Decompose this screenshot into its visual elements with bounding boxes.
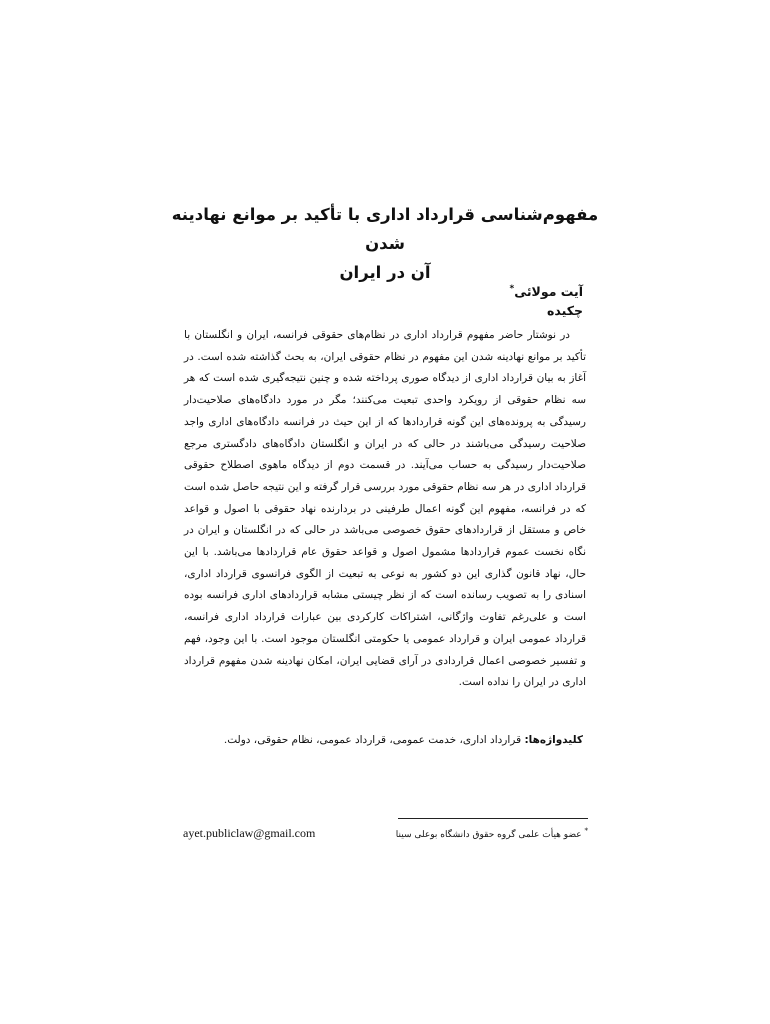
article-title bbox=[150, 200, 620, 287]
author-name-text: آیت مولائی bbox=[514, 284, 583, 300]
abstract-text: در نوشتار حاضر مفهوم قرارداد اداری در نظام‌های حقوقی فرانسه، ایران و انگلستان با تأکید بر موانع نهادینه شدن این مفهوم در نظام حقوقی ایران، به بحث گذاشته شده است. در آغاز به بیان قرارداد اداری از دیدگاه صوری پرداخته شده و چنین نتیجه‌گیری شده است که هر سه نظام حقوقی از رویکرد واحدی تبعیت می‌کنند؛ مگر در مورد دادگاه‌های صلاحیت‌دار رسیدگی به پرونده‌های این گونه قراردادها که از این حیث در فرانسه دادگاه‌های اداری واجد صلاحیت رسیدگی می‌باشند در حالی که در ایران و انگلستان دادگاه‌های دادگستری مرجع صلاحیت‌دار رسیدگی به حساب می‌آیند. در قسمت دوم از دیدگاه ماهوی اصطلاح حقوقی قرارداد اداری در هر سه نظام حقوقی مورد بررسی قرار گرفته و این نتیجه حاصل شده است که در فرانسه، مفهوم این گونه اعمال طرفینی در بردارنده نهاد حقوقی با اصول و قواعد خاص و مستقل از قراردادهای حقوق خصوصی می‌باشد در حالی که در انگلستان و ایران در نگاه نخست عموم قراردادها مشمول اصول و قواعد حقوق عام قراردادها می‌باشد. با این حال، نهاد قانون گذاری این دو کشور به نوعی به تبعیت از الگوی فرانسوی قرارداد اداری، اسنادی را به تصویب رسانده است که از نظر چیستی مشابه قراردادهای اداری فرانسه بوده است و علی‌رغم تفاوت واژگانی، اشتراکات کارکردی بین عبارات قرارداد اداری فرانسه، قرارداد عمومی ایران و قرارداد عمومی یا حکومتی انگلستان موجود است. با این وجود، فهم و تفسیر خصوصی اعمال قراردادی در آرای قضایی ایران، امکان نهادینه شدن مفهوم قرارداد اداری در ایران را نداده است. bbox=[184, 329, 586, 689]
author-affiliation-footnote bbox=[396, 827, 588, 840]
author-footnote-marker: * bbox=[509, 284, 515, 294]
keywords-label: کلیدواژه‌ها: bbox=[524, 734, 583, 746]
author-name bbox=[509, 284, 583, 299]
author-affiliation-text: عضو هیأت علمی گروه حقوق دانشگاه بوعلی سینا bbox=[395, 830, 582, 840]
keywords-list: قرارداد اداری، خدمت عمومی، قرارداد عمومی، نظام حقوقی، دولت. bbox=[223, 734, 522, 746]
abstract-heading: چکیده bbox=[547, 303, 583, 318]
keywords bbox=[178, 734, 583, 746]
article-title-line-2: آن در ایران bbox=[339, 263, 431, 282]
footnote-divider bbox=[398, 818, 588, 819]
article-title-line-1: مفهوم‌شناسی قرارداد اداری با تأکید بر موانع نهادینه شدن bbox=[171, 205, 599, 253]
footnote-marker: * bbox=[584, 827, 588, 835]
author-email: ayet.publiclaw@gmail.com bbox=[183, 826, 316, 840]
